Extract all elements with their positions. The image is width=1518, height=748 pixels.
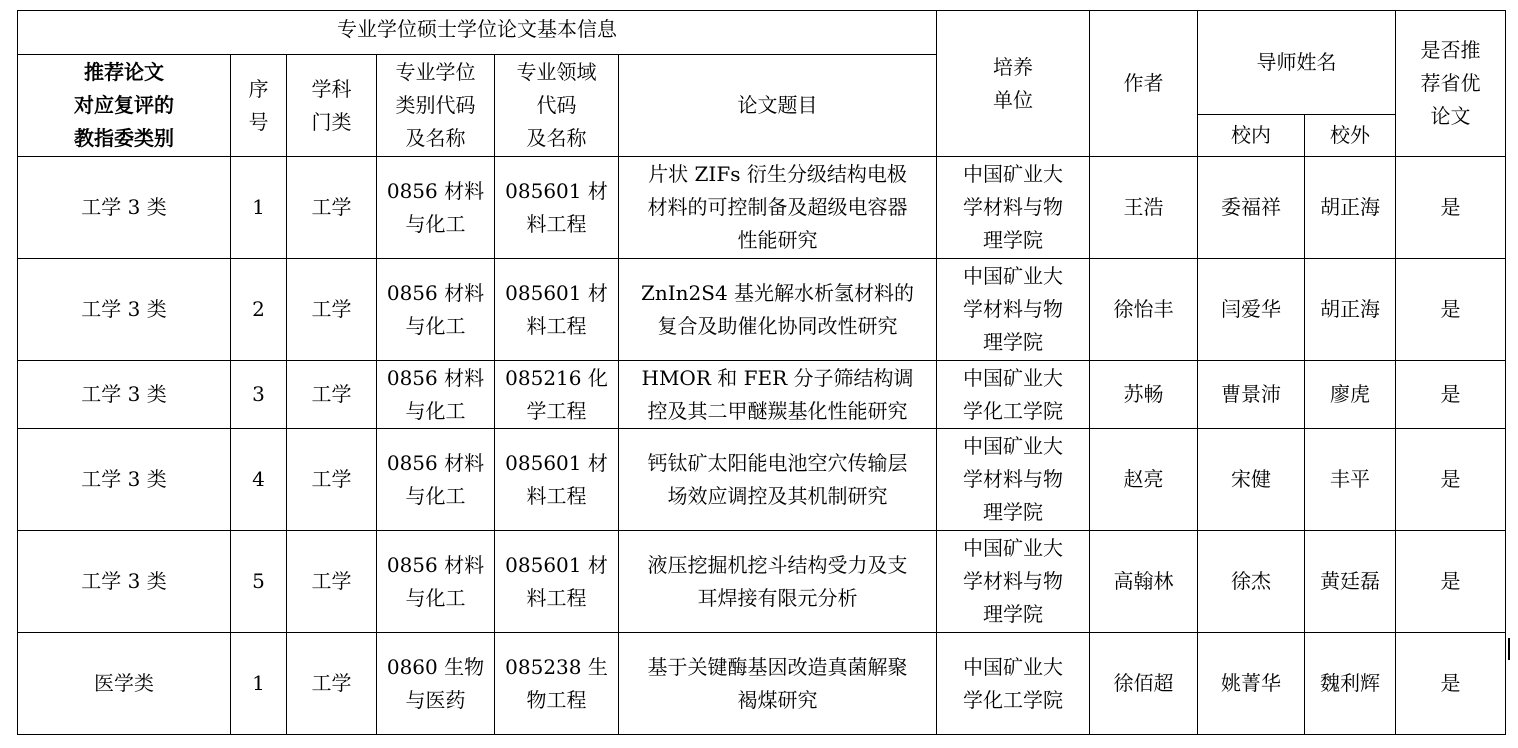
title-cell: 基于关键酶基因改造真菌解聚 褐煤研究 [619, 633, 937, 735]
recommend-cell: 是 [1396, 157, 1506, 259]
discipline-cell: 工学 [287, 531, 377, 633]
unit-cell: 中国矿业大 学材料与物 理学院 [937, 157, 1090, 259]
degree-code-cell: 0856 材料 与化工 [377, 259, 495, 361]
table-row [18, 259, 1506, 361]
recommend-header: 是否推 荐省优 论文 [1396, 11, 1506, 157]
field-code-cell: 085601 材 料工程 [495, 429, 619, 531]
degree-code-cell: 0856 材料 与化工 [377, 361, 495, 429]
author-cell: 徐佰超 [1090, 633, 1198, 735]
title-cell: ZnIn2S4 基光解水析氢材料的 复合及助催化协同改性研究 [619, 259, 937, 361]
advisor-in-cell: 宋健 [1198, 429, 1305, 531]
table-row [18, 633, 1506, 735]
seq-header: 序 号 [231, 55, 287, 157]
advisor-out-cell: 胡正海 [1305, 259, 1396, 361]
category-cell: 工学 3 类 [18, 259, 231, 361]
table-row [18, 429, 1506, 531]
degree-code-cell: 0856 材料 与化工 [377, 157, 495, 259]
discipline-cell: 工学 [287, 633, 377, 735]
author-cell: 徐怡丰 [1090, 259, 1198, 361]
unit-cell: 中国矿业大 学材料与物 理学院 [937, 531, 1090, 633]
group-title-header: 专业学位硕士学位论文基本信息 [18, 11, 937, 55]
unit-cell: 中国矿业大 学材料与物 理学院 [937, 429, 1090, 531]
table-row [18, 531, 1506, 633]
advisor-out-cell: 丰平 [1305, 429, 1396, 531]
recommend-cell: 是 [1396, 531, 1506, 633]
advisor-header: 导师姓名 [1198, 11, 1396, 115]
recommend-cell: 是 [1396, 361, 1506, 429]
advisor-in-header: 校内 [1198, 115, 1305, 157]
advisor-in-cell: 姚菁华 [1198, 633, 1305, 735]
discipline-header: 学科 门类 [287, 55, 377, 157]
author-cell: 王浩 [1090, 157, 1198, 259]
unit-cell: 中国矿业大 学化工学院 [937, 361, 1090, 429]
discipline-cell: 工学 [287, 361, 377, 429]
discipline-cell: 工学 [287, 429, 377, 531]
discipline-cell: 工学 [287, 157, 377, 259]
author-cell: 高翰林 [1090, 531, 1198, 633]
degree-code-cell: 0856 材料 与化工 [377, 429, 495, 531]
title-header: 论文题目 [619, 55, 937, 157]
degree-code-header: 专业学位 类别代码 及名称 [377, 55, 495, 157]
degree-code-cell: 0856 材料 与化工 [377, 531, 495, 633]
author-cell: 赵亮 [1090, 429, 1198, 531]
thesis-info-table [17, 10, 1506, 735]
unit-cell: 中国矿业大 学化工学院 [937, 633, 1090, 735]
category-header: 推荐论文 对应复评的 教指委类别 [18, 55, 231, 157]
recommend-cell: 是 [1396, 429, 1506, 531]
field-code-cell: 085601 材 料工程 [495, 531, 619, 633]
advisor-out-cell: 胡正海 [1305, 157, 1396, 259]
title-cell: 片状 ZIFs 衍生分级结构电极 材料的可控制备及超级电容器 性能研究 [619, 157, 937, 259]
advisor-out-cell: 廖虎 [1305, 361, 1396, 429]
recommend-cell: 是 [1396, 259, 1506, 361]
table-row [18, 157, 1506, 259]
category-cell: 医学类 [18, 633, 231, 735]
discipline-cell: 工学 [287, 259, 377, 361]
field-code-cell: 085601 材 料工程 [495, 259, 619, 361]
table-row [18, 361, 1506, 429]
text-cursor [1508, 638, 1510, 660]
advisor-out-cell: 魏利辉 [1305, 633, 1396, 735]
field-code-cell: 085216 化 学工程 [495, 361, 619, 429]
category-cell: 工学 3 类 [18, 157, 231, 259]
category-cell: 工学 3 类 [18, 361, 231, 429]
seq-cell: 2 [231, 259, 287, 361]
degree-code-cell: 0860 生物 与医药 [377, 633, 495, 735]
seq-cell: 3 [231, 361, 287, 429]
title-cell: 液压挖掘机挖斗结构受力及支 耳焊接有限元分析 [619, 531, 937, 633]
seq-cell: 1 [231, 157, 287, 259]
author-cell: 苏畅 [1090, 361, 1198, 429]
advisor-out-cell: 黄廷磊 [1305, 531, 1396, 633]
advisor-in-cell: 委福祥 [1198, 157, 1305, 259]
field-code-header: 专业领域 代码 及名称 [495, 55, 619, 157]
seq-cell: 5 [231, 531, 287, 633]
advisor-in-cell: 闫爱华 [1198, 259, 1305, 361]
seq-cell: 1 [231, 633, 287, 735]
advisor-out-header: 校外 [1305, 115, 1396, 157]
author-header: 作者 [1090, 11, 1198, 157]
unit-cell: 中国矿业大 学材料与物 理学院 [937, 259, 1090, 361]
unit-header: 培养 单位 [937, 11, 1090, 157]
field-code-cell: 085238 生 物工程 [495, 633, 619, 735]
advisor-in-cell: 曹景沛 [1198, 361, 1305, 429]
title-cell: 钙钛矿太阳能电池空穴传输层 场效应调控及其机制研究 [619, 429, 937, 531]
recommend-cell: 是 [1396, 633, 1506, 735]
seq-cell: 4 [231, 429, 287, 531]
category-cell: 工学 3 类 [18, 429, 231, 531]
title-cell: HMOR 和 FER 分子筛结构调 控及其二甲醚羰基化性能研究 [619, 361, 937, 429]
advisor-in-cell: 徐杰 [1198, 531, 1305, 633]
field-code-cell: 085601 材 料工程 [495, 157, 619, 259]
category-cell: 工学 3 类 [18, 531, 231, 633]
